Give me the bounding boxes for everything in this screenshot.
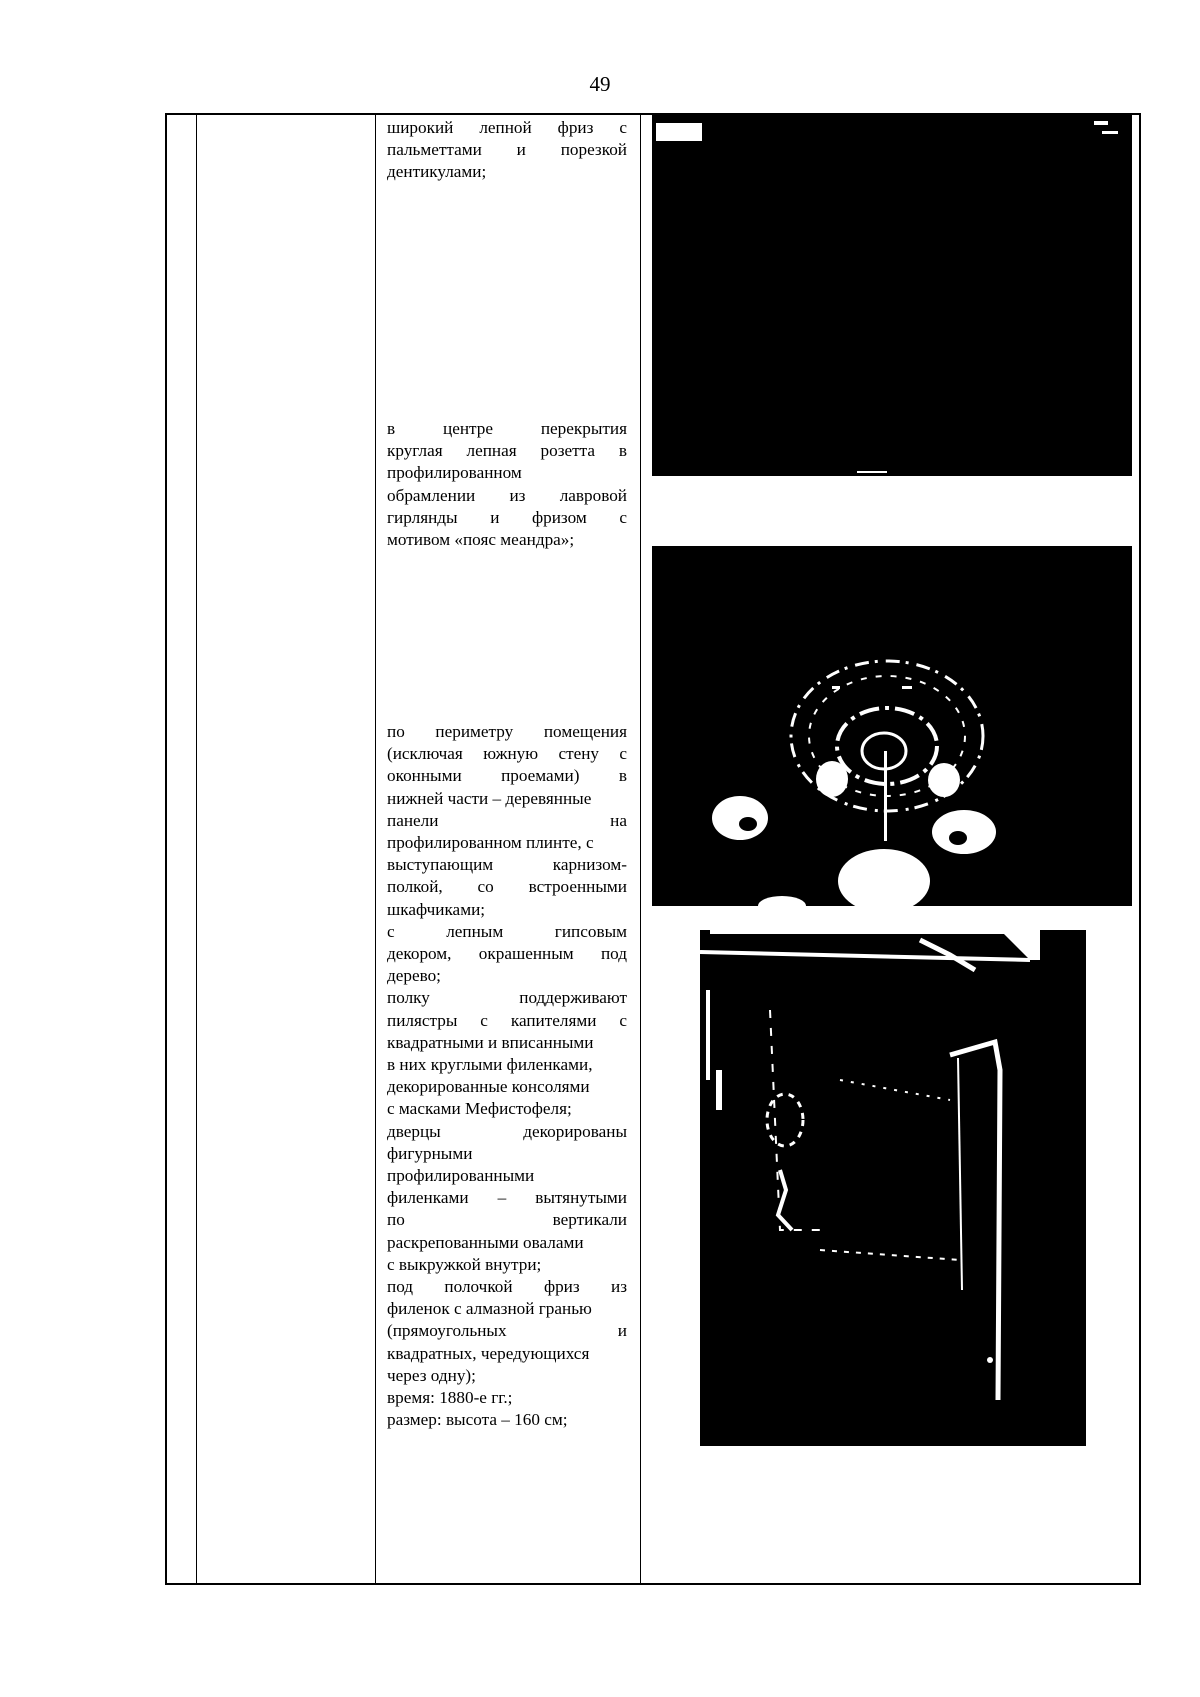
text-line: профилированном	[387, 463, 522, 483]
text-line: в центре перекрытия	[387, 419, 627, 438]
text-line: оконными проемами) в	[387, 766, 627, 786]
text-line: шкафчиками;	[387, 899, 486, 919]
text-line: (прямоугольных и	[387, 1321, 627, 1341]
text-line: панели на	[387, 810, 627, 830]
frieze-paragraph	[387, 117, 627, 184]
text-line: полку поддерживают	[387, 988, 627, 1008]
text-line: профилированными	[387, 1166, 535, 1186]
text-line: с масками Мефистофеля;	[387, 1099, 572, 1119]
text-line: дерево;	[387, 966, 441, 986]
frieze-photo-image	[652, 115, 1132, 476]
text-line: круглая лепная розетта в	[387, 441, 627, 461]
text-line: профилированном плинте, с	[387, 833, 594, 853]
chandelier-photo	[652, 546, 1132, 906]
text-line: (исключая южную стену с	[387, 744, 627, 764]
panels-paragraph	[387, 721, 627, 1432]
text-line: дентикулами;	[387, 162, 487, 182]
text-line: время: 1880-е гг.;	[387, 1388, 513, 1408]
text-line: филенок с алмазной гранью	[387, 1299, 592, 1319]
rosette-paragraph	[387, 418, 627, 551]
text-line: гирлянды и фризом с	[387, 507, 627, 527]
text-line: размер: высота – 160 см;	[387, 1410, 568, 1430]
text-line: с лепным гипсовым	[387, 921, 627, 941]
text-line: по вертикали	[387, 1210, 627, 1230]
text-line: декором, окрашенным под	[387, 944, 627, 964]
cabinet-photo-image	[700, 930, 1086, 1446]
cabinet-photo	[700, 930, 1086, 1446]
text-line: обрамлении из лавровой	[387, 485, 627, 505]
text-line: через одну);	[387, 1365, 476, 1385]
chandelier-photo-image	[652, 546, 1132, 906]
text-line: дверцы декорированы	[387, 1121, 627, 1141]
text-line: квадратных, чередующихся	[387, 1343, 590, 1363]
text-line: полкой, со встроенными	[387, 877, 627, 897]
text-line: широкий лепной фриз с	[387, 118, 627, 137]
text-line: мотивом «пояс меандра»;	[387, 530, 575, 550]
column-divider-2	[375, 113, 376, 1585]
text-line: декорированные консолями	[387, 1077, 590, 1097]
column-divider-1	[196, 113, 197, 1585]
column-divider-3	[640, 113, 641, 1585]
text-line: пилястры с капителями с	[387, 1010, 627, 1030]
text-line: филенками – вытянутыми	[387, 1188, 627, 1208]
text-line: с выкружкой внутри;	[387, 1254, 542, 1274]
page-number: 49	[589, 72, 611, 96]
text-line: по периметру помещения	[387, 722, 627, 741]
text-line: фигурными	[387, 1143, 473, 1163]
text-line: нижней части – деревянные	[387, 788, 592, 808]
text-line: в них круглыми филенками,	[387, 1055, 593, 1075]
text-line: квадратными и вписанными	[387, 1032, 594, 1052]
text-line: пальметтами и порезкой	[387, 140, 627, 160]
text-line: под полочкой фриз из	[387, 1277, 627, 1297]
frieze-photo	[652, 115, 1132, 476]
text-line: раскрепованными овалами	[387, 1232, 584, 1252]
text-line: выступающим карнизом-	[387, 855, 627, 875]
